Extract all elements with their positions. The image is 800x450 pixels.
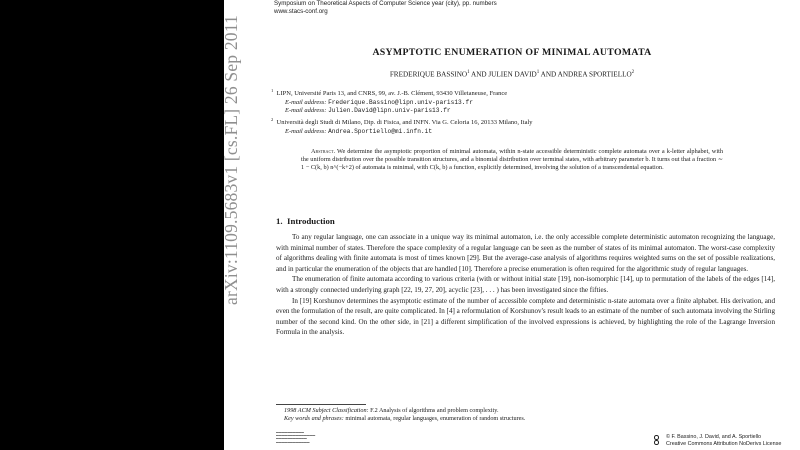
body-text <box>276 232 775 338</box>
affiliation-2-number: 2 <box>271 117 274 122</box>
license-copyright: © F. Bassino, J. David, and A. Sportiello <box>666 434 762 440</box>
author-line <box>224 70 800 78</box>
paper-page <box>224 0 800 450</box>
affiliation-2 <box>271 116 533 136</box>
affiliation-1 <box>271 87 507 116</box>
acm-label: 1998 ACM Subject Classification: <box>284 407 369 414</box>
email-label: E-mail address: <box>285 107 327 115</box>
email-david[interactable]: Julien.David@lipn.univ-paris13.fr <box>328 107 451 115</box>
keywords-text: minimal automata, regular languages, enumeration of random structures. <box>345 415 526 423</box>
header-line2: www.stacs-conf.org <box>274 7 328 15</box>
license-name: Creative Commons Attribution NoDerivs License <box>666 441 782 447</box>
footnote-rule <box>276 404 366 405</box>
section-title: Introduction <box>287 216 335 226</box>
email-label: E-mail address: <box>285 127 327 135</box>
section-number: 1. <box>276 216 283 226</box>
fine-print: ▬▬▬▬▬▬▬▬▬▬ ▬▬▬▬▬▬▬▬▬▬▬▬▬▬ ▬▬▬▬▬▬▬▬▬▬▬ ▬▬▬▬▬▬▬▬▬▬▬▬ <box>276 430 316 444</box>
paragraph-1: To any regular language, one can associate in a unique way its minimal automaton, i.e. the only accessible complete deterministic automaton recognizing the language, with minimal number of states. Therefore the space complexity of a regular language can be seen as the number of states of its minimal automaton. The worst-case complexity of algorithms dealing with finite automata is most of times known [29]. But the average-case analysis of algorithms requires weighted sums on the set of possible realizations, and in particular the enumeration of the objects that are handled [10]. Therefore a precise enumeration is often required for the algorithmic study of regular languages. <box>276 233 775 273</box>
creative-commons-icon <box>654 435 662 445</box>
email-label: E-mail address: <box>285 98 327 106</box>
abstract <box>301 148 723 172</box>
affiliation-2-institution: Università degli Studi di Milano, Dip. di Fisica, and INFN. Via G. Celoria 16, 20133 Milano, Italy <box>276 119 533 127</box>
abstract-label: Abstract. <box>311 148 336 155</box>
email-bassino[interactable]: Frederique.Bassino@lipn.univ-paris13.fr <box>328 98 473 106</box>
section-heading <box>276 216 335 226</box>
arxiv-stamp: arXiv:1109.5683v1 [cs.FL] 26 Sep 2011 <box>221 15 241 305</box>
author-1: FREDERIQUE BASSINO <box>389 70 468 79</box>
email-sportiello[interactable]: Andrea.Sportiello@mi.infn.it <box>328 127 433 135</box>
affiliation-1-number: 1 <box>271 88 274 93</box>
license-block <box>654 434 781 448</box>
acm-text: F.2 Analysis of algorithms and problem complexity. <box>370 407 499 414</box>
paragraph-2: The enumeration of finite automata according to various criteria (with or without initial state [19], non-isomorphic [14], up to permutation of the labels of the edges [14], with a strongly connected underlying graph [22, 19, 27, 20], acyclic [23], . . . ) has been investigated since the fifties. <box>276 275 775 294</box>
author-2-sup: 1 <box>536 70 540 75</box>
author-3: AND ANDREA SPORTIELLO <box>540 70 632 79</box>
keywords-label: Key words and phrases: <box>284 415 344 423</box>
conference-header <box>274 0 497 15</box>
author-2: AND JULIEN DAVID <box>471 70 537 79</box>
footnotes <box>284 407 764 424</box>
header-line1: Symposium on Theoretical Aspects of Computer Science year (city), pp. numbers <box>274 0 497 7</box>
paper-title: ASYMPTOTIC ENUMERATION OF MINIMAL AUTOMATA <box>372 47 652 58</box>
abstract-text: We determine the asymptotic proportion of minimal automata, within n-state accessible deterministic complete automata over a k-letter alphabet, with the uniform distribution over the possible transition structures, and a binomial distribution over terminal states, with arbitrary parameter b. It turns out that a fraction ∼ 1 − C(k, b) n^(−k+2) of automata is minimal, with C(k, b) a function, explicitly determined, involving the solution of a transcendental equation. <box>301 148 723 172</box>
author-1-sup: 1 <box>467 70 470 75</box>
affiliation-1-institution: LIPN, Université Paris 13, and CNRS, 99, av. J.-B. Clément, 93430 Villetaneuse, France <box>276 90 508 98</box>
author-3-sup: 2 <box>631 70 635 75</box>
paragraph-3: In [19] Korshunov determines the asymptotic estimate of the number of accessible complete and deterministic n-state automata over a finite alphabet. His derivation, and even the formulation of the result, are quite complicated. In [4] a reformulation of Korshunov's result leads to an estimate of the number of such automata involving the Stirling number of the second kind. On the other side, in [21] a different simplification of the involved expressions is achieved, by highlighting the role of the Lagrange Inversion Formula in the analysis. <box>276 296 775 337</box>
